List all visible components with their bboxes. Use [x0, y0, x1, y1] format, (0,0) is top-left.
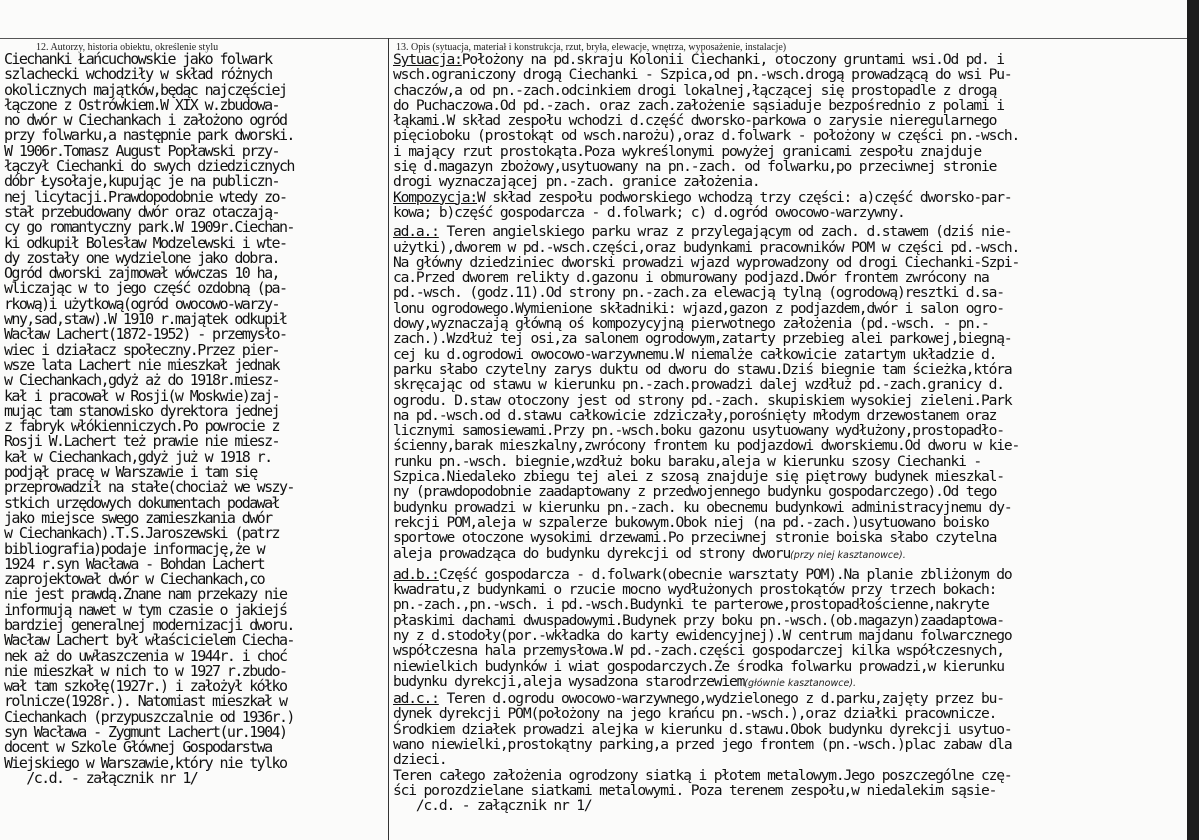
description-text-line: [393, 613, 1185, 628]
description-text-line: [393, 737, 1185, 752]
history-text-line: nej licytacji.Prawdopodobnie wtedy zo-: [4, 187, 287, 206]
history-text-line: /c.d. - załącznik nr 1/: [4, 768, 198, 787]
history-text-line: Wacław Lachert był właścicielem Ciecha-: [4, 631, 294, 650]
scan-edge: [1187, 0, 1199, 840]
description-text-line: [393, 643, 1185, 658]
description-text-line: [393, 597, 1185, 612]
line-text: Część gospodarcza - d.folwark(obecnie warsztaty POM).Na planie zbliżonym do: [438, 565, 1012, 583]
history-text-line: Wiejskiego w Warszawie,który nie tylko: [4, 753, 287, 772]
description-text-line: [393, 706, 1185, 721]
line-text: pięcioboku (prostokąt od wsch.narożu),oraz d.folwark - położony w części pn.-wsch.: [393, 127, 1020, 145]
description-text-line: [393, 159, 1185, 174]
line-text: użytki),dworem w pd.-wsch.części,oraz budynkami pracowników POM w części pd.-wsch.: [393, 238, 1020, 256]
description-text-line: [393, 224, 1185, 239]
history-text-line: 1924 r.syn Wacława - Bohdan Lachert: [4, 554, 265, 573]
history-text-line: bibliografia)podaje informację,że w: [4, 539, 265, 558]
description-text-line: [393, 52, 1185, 67]
description-text-line: [393, 205, 1185, 220]
line-text: budynku prowadzi w kierunku pn.-zach. ku obecnemu budynkowi administracyjnemu dy-: [393, 498, 1012, 516]
line-text: ca.Przed dworem relikty d.gazonu i obmurowany podjazd.Dwór frontem zwrócony na: [393, 269, 989, 287]
line-text: do Puchaczowa.Od pd.-zach. oraz zach.założenie sąsiaduje bezpośrednio z polami i: [393, 96, 1004, 114]
history-text-line: wsze lata Lachert nie mieszkał jednak: [4, 355, 279, 374]
header-divider: [0, 38, 1199, 39]
description-text-line: [393, 347, 1185, 362]
description-text-line: [393, 722, 1185, 737]
description-text-line: [393, 270, 1185, 285]
description-text-line: [393, 255, 1185, 270]
description-text-line: [393, 752, 1185, 767]
history-text-line: nie jest prawdą.Znane nam przekazy nie: [4, 585, 287, 604]
line-text: ści porozdzielane siatkami metalowymi. Poza terenem zespołu,w niedalekim sąsie-: [393, 781, 997, 799]
line-text: niewielkich budynków i wiat gospodarczych.Ze środka folwarku prowadzi,w kierunku: [393, 657, 1004, 675]
history-text-line: syn Wacława - Zygmunt Lachert(ur.1904): [4, 723, 287, 742]
history-text-line: dy zostały one wydzielone jako dobra.: [4, 248, 279, 267]
history-text-line: wiec i działacz społeczny.Przez pier-: [4, 340, 279, 359]
line-text: kowa; b)część gospodarcza - d.folwark; c) d.ogród owocowo-warzywny.: [393, 203, 905, 221]
description-text-line: [393, 128, 1185, 143]
history-text-line: W 1906r.Tomasz August Popławski przy-: [4, 141, 279, 160]
line-text: drogi wyznaczającej pn.-zach. granice założenia.: [393, 173, 760, 191]
history-text-line: wny,sad,staw).W 1910 r.majątek odkupił: [4, 310, 287, 329]
history-text-line: stkich urzędowych dokumentach podawał: [4, 493, 279, 512]
line-text: dynek dyrekcji POM(położony na jego krańcu pn.-wsch.),oraz działki pracownicze.: [393, 705, 997, 723]
description-text-line: [393, 691, 1185, 706]
line-text: licznymi samosiewami.Przy pn.-wsch.boku gazonu usytuowany wydłużony,prostopadło-: [393, 422, 1004, 440]
description-text-line: [393, 67, 1185, 82]
column-divider: [388, 38, 389, 840]
description-text-line: [393, 285, 1185, 300]
line-text: chaczów,a od pn.-zach.odcinkiem drogi lokalnej,łączącej się prostopadle z drogą: [393, 81, 997, 99]
description-text-line: [393, 567, 1185, 582]
description-text-line: [393, 783, 1185, 798]
line-text: ny z d.stodoły(por.-wkładka do karty ewidencyjnej).W centrum majdanu folwarcznego: [393, 626, 1012, 644]
history-text-line: w Ciechankach).T.S.Jaroszewski (patrz: [4, 524, 279, 543]
history-text-line: łączone z Ostrówkiem.W XIX w.zbudowa-: [4, 95, 279, 114]
history-text-line: cy go romantyczny park.W 1909r.Ciechan-: [4, 218, 294, 237]
line-text: cej ku d.ogrodowi owocowo-warzywnemu.W niemalże całkowicie zatartym układzie d.: [393, 345, 997, 363]
history-text-line: nie mieszkał w nich to w 1927 r.zbudo-: [4, 661, 287, 680]
description-text-line: [393, 240, 1185, 255]
history-text-line: przeprowadził na stałe(chociaż we wszy-: [4, 478, 294, 497]
history-text-line: mując tam stanowisko dyrektora jednej: [4, 401, 279, 420]
history-text-line: zaprojektował dwór w Ciechankach,co: [4, 570, 265, 589]
line-text: ogrodu. D.staw otoczony jest od strony pd.-zach. skupiskiem wysokiej zieleni.Park: [393, 391, 1012, 409]
history-text-line: wliczając w to jego część ozdobną (pa-: [4, 279, 287, 298]
section-label: Kompozycja:: [393, 188, 477, 206]
description-text-line: [393, 423, 1185, 438]
history-text-line: no dwór w Ciechankach i założono ogród: [4, 111, 287, 130]
line-text: na pd.-wsch.od d.stawu całkowicie zdziczały,porośnięty młodym drzewostanem oraz: [393, 406, 997, 424]
description-text-line: [393, 454, 1185, 469]
section-label: Sytuacja:: [393, 51, 462, 68]
history-text-line: rkową)i użytkową(ogród owocowo-warzy-: [4, 294, 279, 313]
description-text-line: [393, 174, 1185, 189]
history-text-line: okolicznych majątków,będąc najczęściej: [4, 80, 287, 99]
section-13-header: 13. Opis (sytuacja, materiał i konstrukcja, rzut, bryła, elewacje, wnętrza, wyposażenie, instalacje): [396, 42, 787, 53]
line-text: kwadratu,z budynkami o rzucie mocno wydłużonych prostokątów przy trzech bokach:: [393, 581, 997, 599]
history-text-line: z fabryk włókienniczych.Po powrocie z: [4, 417, 279, 436]
description-text-line: [393, 438, 1185, 453]
history-text-line: kał w Ciechankach,gdyż już w 1918 r.: [4, 447, 272, 466]
line-text: Położony na pd.skraju Kolonii Ciechanki, otoczony gruntami wsi.Od pd. i: [461, 51, 1004, 68]
line-text: i mający rzut prostokąta.Poza wykreślonymi powyżej granicami zespołu znajduje: [393, 142, 981, 160]
line-text: Na główny dziedziniec dworski prowadzi wjazd wyprowadzony od drogi Ciechanki-Szpi-: [393, 253, 1020, 271]
description-text-line: [393, 301, 1185, 316]
line-text: współczesna hala przemysłowa.W pd.-zach.części gospodarczej kilka współczesnych,: [393, 642, 1004, 660]
description-text-line: [393, 768, 1185, 783]
line-text: wano niewielki,prostokątny parking,a przed jego frontem (pn.-wsch.)plac zabaw dla: [393, 736, 1012, 754]
description-text-line: [393, 500, 1185, 515]
description-text-line: [393, 515, 1185, 530]
history-text-line: rolnicze(1928r.). Natomiast mieszkał w: [4, 692, 287, 711]
section-label: ad.b.:: [393, 565, 439, 583]
description-text-line: [393, 377, 1185, 392]
line-text: wsch.ograniczony drogą Ciechanki - Szpica,od pn.-wsch.drogą prowadzącą do wsi Pu-: [393, 66, 1012, 84]
history-text-line: wał tam szkołę(1927r.) i założył kółko: [4, 677, 287, 696]
history-text-line: jako miejsce swego zamieszkania dwór: [4, 508, 272, 527]
history-text-line: Ciechankach (przypuszczalnie od 1936r.): [4, 707, 294, 726]
line-text: Środkiem działek prowadzi alejka w kierunku d.stawu.Obok budynku dyrekcji usytuo-: [393, 720, 1012, 738]
description-text-line: [393, 83, 1185, 98]
line-text: parku słabo czytelny zarys duktu od dworu do stawu.Dziś biegnie tam ścieżka,która: [393, 360, 1012, 378]
description-text-line: [393, 362, 1185, 377]
history-text-line: stał przebudowany dwór oraz otaczają-: [4, 202, 279, 221]
history-text-line: nek aż do uwłaszczenia w 1944r. i choć: [4, 646, 287, 665]
history-text-line: ki odkupił Bolesław Modzelewski i wte-: [4, 233, 287, 252]
section-12-header: 12. Autorzy, historia obiektu, określenie stylu: [36, 42, 219, 53]
line-text: aleja prowadząca do budynku dyrekcji od strony dworu: [393, 544, 791, 562]
handwritten-note: (przy niej kasztanowce).: [790, 549, 906, 561]
history-text-line: Rosji W.Lachert też prawie nie miesz-: [4, 432, 279, 451]
description-text-line: [393, 393, 1185, 408]
description-text-line: [393, 530, 1185, 545]
description-text-line: [393, 546, 1185, 563]
description-text-line: [393, 469, 1185, 484]
history-text-line: docent w Szkole Głównej Gospodarstwa: [4, 738, 272, 757]
description-text-line: [393, 316, 1185, 331]
line-text: rekcji POM,aleja w szpalerze bukowym.Obok niej (na pd.-zach.)usytuowano boisko: [393, 513, 989, 531]
line-text: łąkami.W skład zespołu wchodzi d.część dworsko-parkowa o zarysie nieregularnego: [393, 112, 997, 130]
description-text-line: [393, 331, 1185, 346]
line-text: się d.magazyn zbożowy,usytuowany na pn.-zach. od folwarku,po przeciwnej stronie: [393, 158, 997, 176]
description-text-line: [393, 674, 1185, 691]
description-text-line: [393, 582, 1185, 597]
line-text: dowy,wyznaczają główną oś kompozycyjną pierwotnego założenia (pd.-wsch. - pn.-: [393, 315, 989, 333]
history-text-line: Ogród dworski zajmował wówczas 10 ha,: [4, 264, 279, 283]
line-text: ny (prawdopodobnie zaadaptowany z przedwojennego budynku gospodarczego).Od tego: [393, 483, 997, 501]
history-text-line: bardziej generalnej modernizacji dworu.: [4, 615, 294, 634]
history-text-line: kał i pracował w Rosji(w Moskwie)zaj-: [4, 386, 279, 405]
description-text-line: [393, 628, 1185, 643]
line-text: sportowe otoczone wysokimi drzewami.Po przeciwnej stronie boiska słabo czytelna: [393, 529, 997, 547]
line-text: Teren całego założenia ogrodzony siatką i płotem metalowym.Jego poszczególne czę-: [393, 766, 1012, 784]
handwritten-note: (głównie kasztanowce).: [744, 677, 857, 689]
line-text: pn.-zach.,pn.-wsch. i pd.-wsch.Budynki te parterowe,prostopadłościenne,nakryte: [393, 596, 989, 614]
description-text-line: [393, 659, 1185, 674]
section-label: ad.a.:: [393, 223, 439, 241]
line-text: runku pn.-wsch. biegnie,wzdłuż boku baraku,aleja w kierunku szosy Ciechanki -: [393, 452, 981, 470]
line-text: W skład zespołu podworskiego wchodzą trzy części: a)część dworsko-par-: [477, 188, 1012, 206]
line-text: Teren d.ogrodu owocowo-warzywnego,wydzielonego z d.parku,zajęty przez bu-: [438, 690, 1004, 708]
line-text: budynku dyrekcji,aleja wysadzona starodrzewiem: [393, 672, 745, 690]
line-text: dzieci.: [393, 751, 447, 769]
line-text: ścienny,barak mieszkalny,zwrócony frontem ku podjazdowi dworskiemu.Od dworu w kie-: [393, 437, 1020, 455]
description-text-line: [393, 484, 1185, 499]
description-text-line: [393, 144, 1185, 159]
history-column: [4, 52, 384, 786]
line-text: skręcając od stawu w kierunku pn.-zach.prowadzi dalej wzdłuż pd.-zach.granicy d.: [393, 376, 1004, 394]
description-text-line: [393, 190, 1185, 205]
history-text-line: Ciechanki Łańcuchowskie jako folwark: [4, 50, 272, 68]
history-text-line: szlachecki wchodziły w skład różnych: [4, 65, 272, 84]
history-text-line: Wacław Lachert(1872-1952) - przemysło-: [4, 325, 287, 344]
description-text-line: [393, 408, 1185, 423]
section-label: ad.c.:: [393, 690, 439, 708]
history-text-line: informują nawet w tym czasie o jakiejś: [4, 600, 287, 619]
line-text: /c.d. - załącznik nr 1/: [393, 797, 592, 815]
description-column: [393, 52, 1185, 814]
line-text: Teren angielskiego parku wraz z przylegającym od zach. d.stawem (dziś nie-: [438, 223, 1012, 241]
history-text-line: dóbr Łysołaje,kupując je na publiczn-: [4, 172, 279, 191]
history-text-line: łączył Ciechanki do swych dziedzicznych: [4, 157, 294, 176]
history-text-line: podjął pracę w Warszawie i tam się: [4, 463, 257, 482]
line-text: pd.-wsch. (godz.11).Od strony pn.-zach.za elewacją tylną (ogrodową)resztki d.sa-: [393, 284, 1004, 302]
history-text-line: w Ciechankach,gdyż aż do 1918r.miesz-: [4, 371, 279, 390]
description-text-line: [393, 113, 1185, 128]
description-text-line: [393, 798, 1185, 813]
line-text: płaskimi dachami dwuspadowymi.Budynek przy boku pn.-wsch.(ob.magazyn)zaadaptowa-: [393, 611, 1004, 629]
line-text: lonu ogrodowego.Wymienione składniki: wjazd,gazon z podjazdem,dwór i salon ogro-: [393, 299, 1004, 317]
line-text: zach.).Wzdłuż tej osi,za salonem ogrodowym,zatarty przebieg alei parkowej,biegną-: [393, 330, 1012, 348]
description-text-line: [393, 98, 1185, 113]
line-text: Szpica.Niedaleko zbiegu tej alei z szosą znajduje się piętrowy budynek mieszkal-: [393, 468, 1004, 486]
history-text-line: przy folwarku,a następnie park dworski.: [4, 126, 294, 145]
